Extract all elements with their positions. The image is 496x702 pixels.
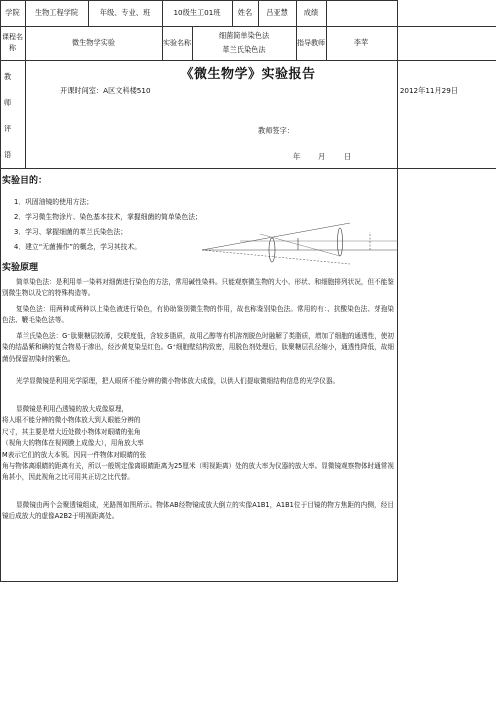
principle-paragraph-compound-stain: 复染色法：用两种或两种以上染色液进行染色，有协助鉴别微生物的作用，故也称鉴别染色法。常用的有：、抗酸染色法、芽孢染色法、鞭毛染色法等。 xyxy=(2,305,394,325)
col-divider xyxy=(25,60,26,168)
teacher-signature-label: 教师签字： xyxy=(258,126,294,135)
name-label: 姓名 xyxy=(237,8,253,17)
principle-paragraph-lens-path: 显微镜由两个会聚透镜组成，光路图如图所示。物体AB经物镜成放大倒立的实像A1B1，A1B1位于目镜的物方焦距的内侧，经目镜后成放大的虚像A2B2于明视距离处。 xyxy=(2,501,394,521)
course-label: 课程名称 xyxy=(2,33,23,52)
report-date: 2012年11月29日 xyxy=(399,86,458,95)
score-value xyxy=(326,0,396,26)
principle-paragraph-angle: 角与物体离眼睛的距离有关，所以一般规定像离眼睛距离为25厘米（明视距离）处的放大率为仪器的放大率。显微镜观察物体时通常视角甚小，因此视角之比可用其正切之比代替。 xyxy=(2,462,394,482)
experiment-value-2: 革兰氏染色法 xyxy=(222,45,266,54)
review-char: 语 xyxy=(4,150,12,159)
month-label: 月 xyxy=(318,152,326,161)
class-time-place: 开课时间室：A区文科楼510 xyxy=(60,86,151,95)
college-value: 生物工程学院 xyxy=(34,8,79,17)
row-divider xyxy=(0,60,496,61)
principle-heading: 实验原理 xyxy=(2,263,39,273)
teacher-label: 指导教师 xyxy=(297,38,325,47)
principle-line: （视角大的物体在视网膜上成像大），用角放大率 xyxy=(2,439,144,448)
year-label: 年 xyxy=(293,152,301,161)
day-label: 日 xyxy=(344,152,352,161)
experiment-value-1: 细菌简单染色法 xyxy=(218,31,270,40)
aim-item: 4．建立“无菌操作”的概念，学习其技术。 xyxy=(14,243,141,251)
experiment-label: 实验名称 xyxy=(163,38,191,47)
aim-item: 2．学习微生物涂片、染色基本技术，掌握细菌的简单染色法； xyxy=(14,213,202,221)
review-char: 师 xyxy=(4,98,12,107)
page-title: 《微生物学》实验报告 xyxy=(180,67,316,82)
review-char: 评 xyxy=(4,124,12,133)
principle-paragraph-microscope: 光学显微镜是利用光学原理，把人眼所不能分辨的微小物体放大成像，以供人们提取微细结构信息的光学仪器。 xyxy=(16,377,340,385)
optical-path-diagram xyxy=(200,220,400,266)
aim-item: 1．巩固油镜的使用方法； xyxy=(14,198,94,206)
course-value: 微生物学实验 xyxy=(71,38,116,47)
score-label: 成绩 xyxy=(303,8,319,17)
grade-value: 10级生工01班 xyxy=(173,8,221,17)
grade-label: 年级、专业、班 xyxy=(99,8,151,17)
principle-line: M表示它们的放大本领。因同一件物体对眼睛的张 xyxy=(2,450,147,459)
aim-heading: 实验目的： xyxy=(2,176,48,186)
principle-line: 将人眼不能分辨的微小物体放大到人眼能分辨的 xyxy=(2,416,141,425)
name-value: 吕亚慧 xyxy=(266,8,288,17)
row-divider xyxy=(0,168,496,169)
college-label: 学院 xyxy=(5,8,20,17)
teacher-value: 李苹 xyxy=(353,38,369,47)
principle-line: 显微镜是利用凸透镜的放大成像原理， xyxy=(16,405,129,413)
principle-paragraph-simple-stain: 简单染色法：是利用单一染料对细菌进行染色的方法，常用碱性染料。只能观察微生物的大小、形状、和细胞排列状况，但不能鉴别微生物以及它的特殊构造等。 xyxy=(2,278,394,298)
aim-item: 3．学习、掌握细菌的革兰氏染色法； xyxy=(14,228,128,236)
principle-line: 尺寸，其主要是增大近处微小物体对眼睛的张角 xyxy=(2,427,141,436)
principle-paragraph-gram-stain: 革兰氏染色法：G⁻肽聚糖层较薄，交联度低，含较多脂质，故用乙醇等有机溶剂脱色时融解了类脂质，增加了细胞的通透性，使初染的结晶紫和碘的复合物易于渗出，经沙黄复染呈红色。G⁺细胞壁结构致密，用脱色剂处理后，肽聚糖层孔径缩小，通透性降低，故细菌仍保留初染时的紫色。 xyxy=(2,332,394,363)
review-char: 教 xyxy=(4,72,12,81)
